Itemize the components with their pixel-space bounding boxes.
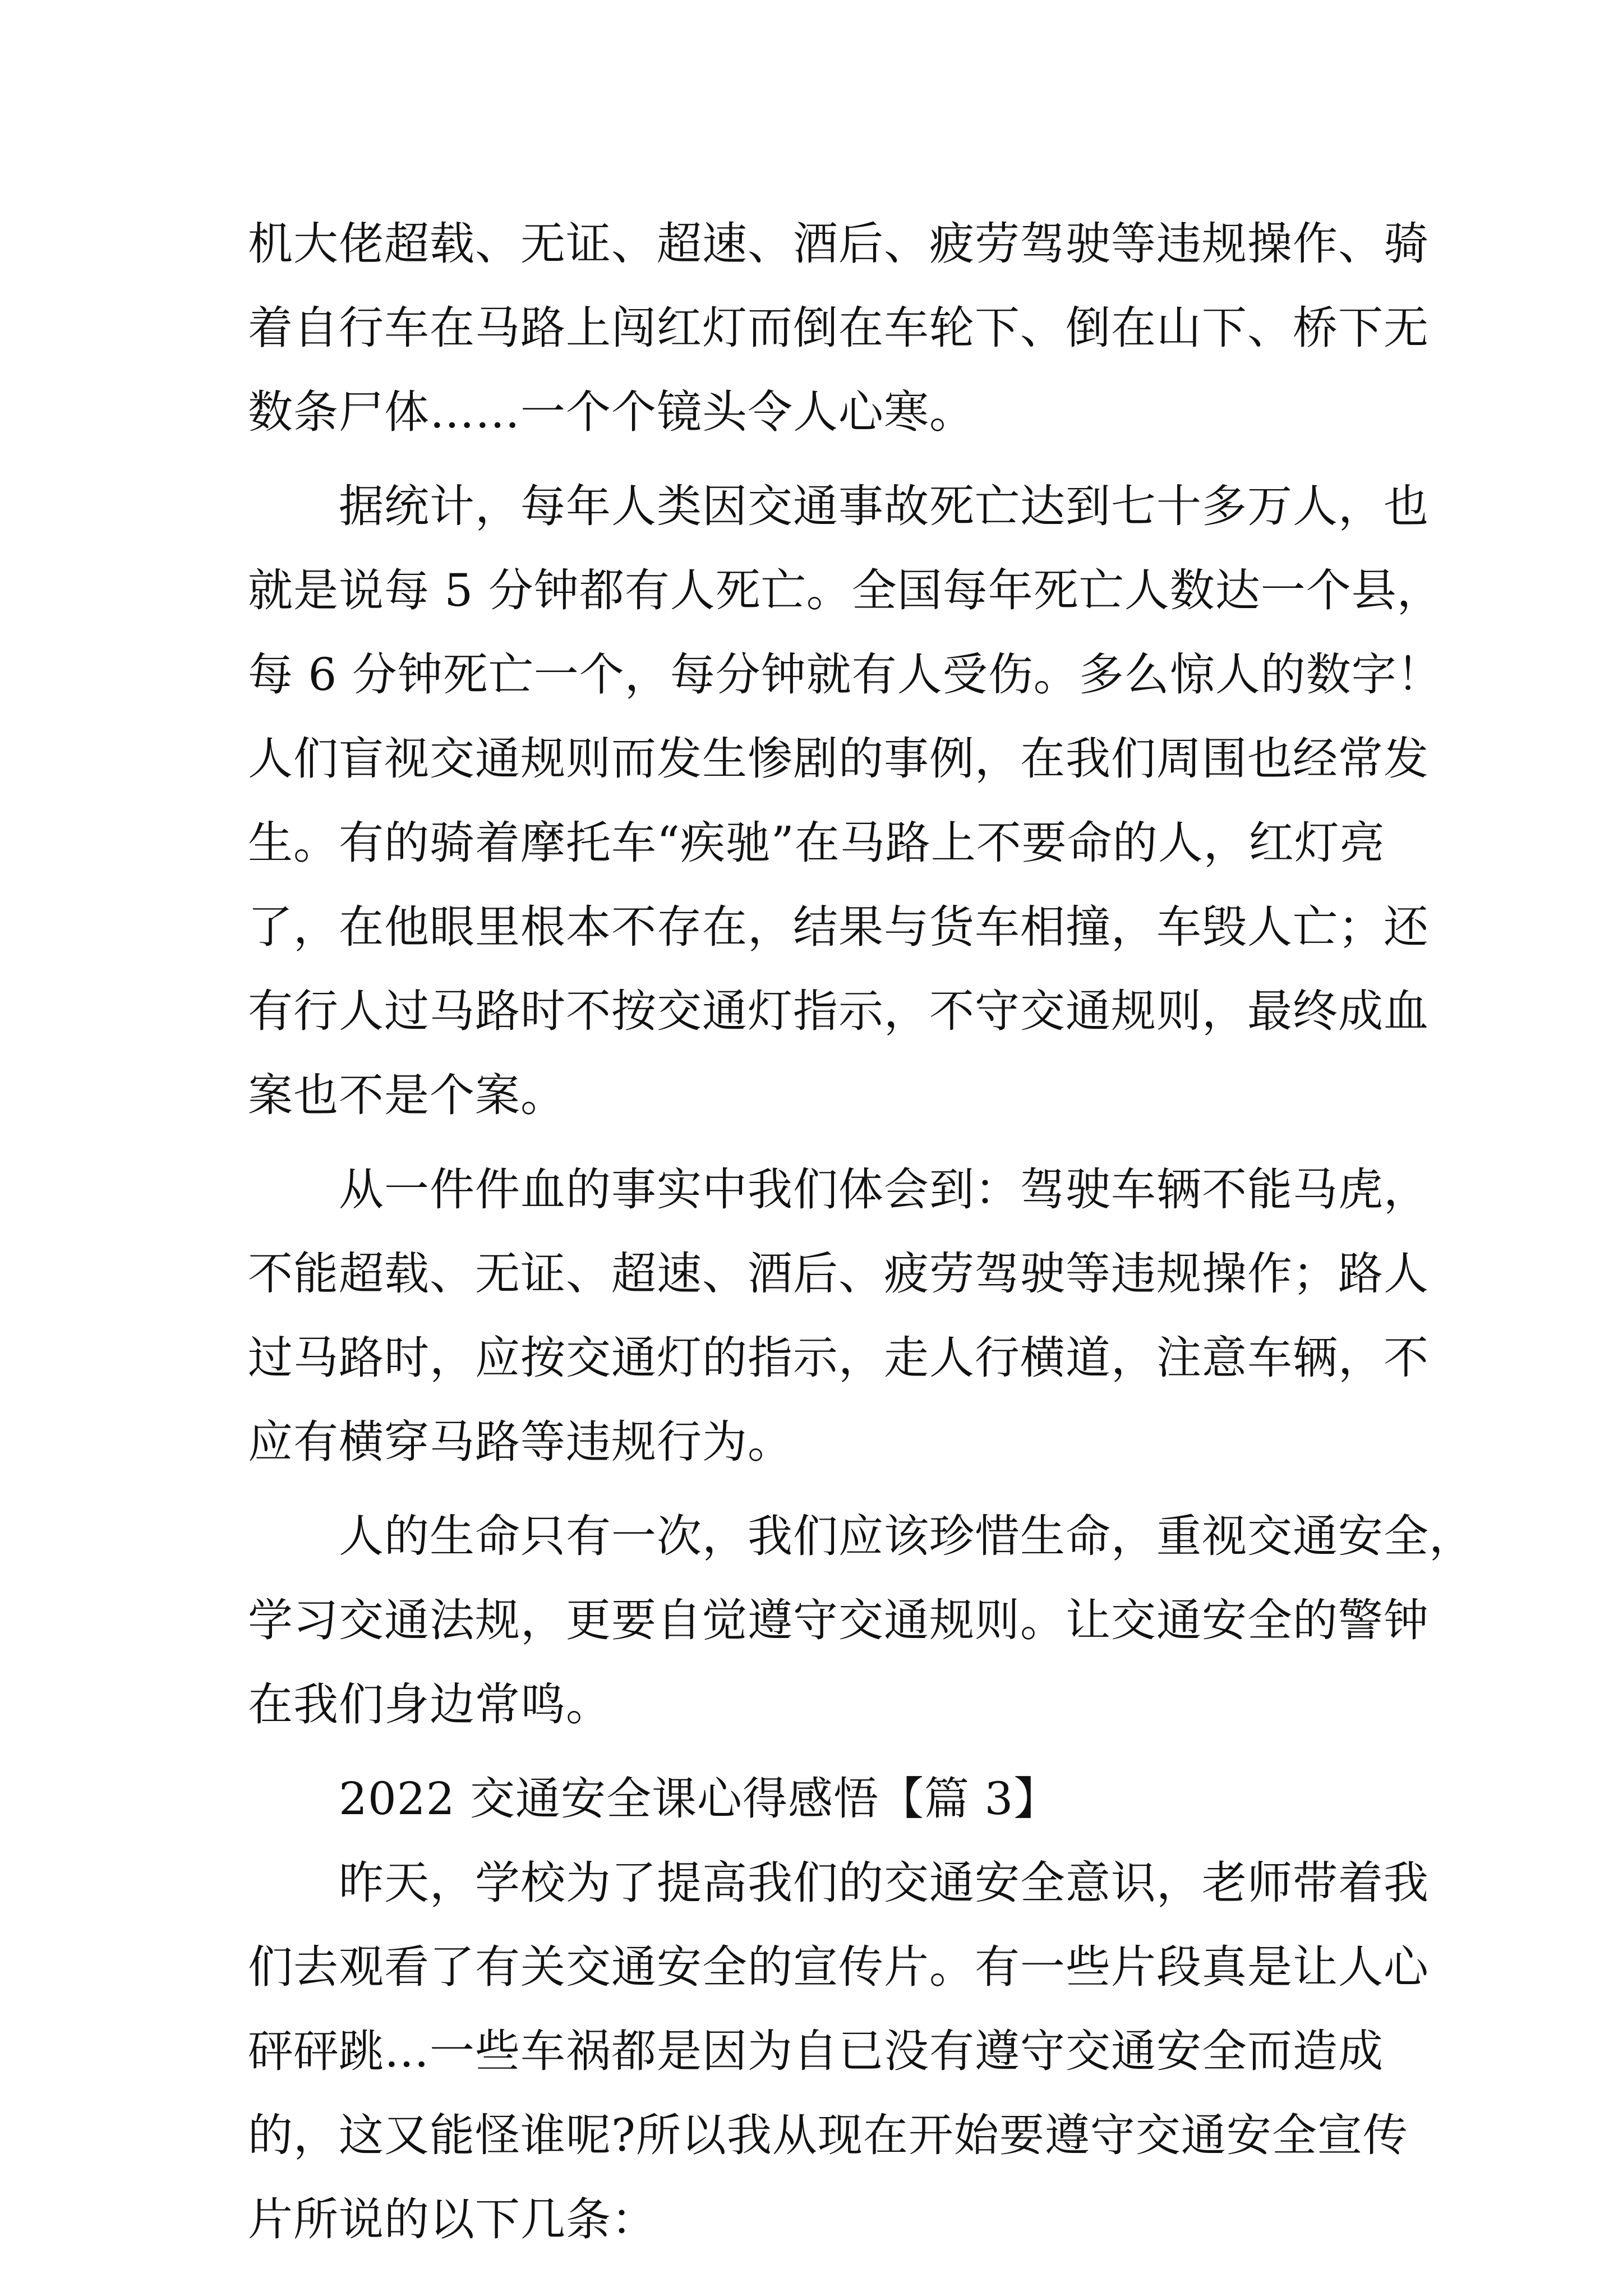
paragraph-gap (248, 454, 1414, 464)
paragraph-gap (248, 1138, 1414, 1148)
text-line: 人们盲视交通规则而发生惨剧的事例，在我们周围也经常发 (248, 733, 1429, 785)
text-line: 案也不是个案。 (248, 1069, 566, 1121)
text-line: 的，这又能怪谁呢?所以我从现在开始要遵守交通安全宣传 (248, 2109, 1408, 2161)
text-line: 生。有的骑着摩托车“疾驰”在马路上不要命的人，红灯亮 (248, 817, 1385, 869)
text-line: 着自行车在马路上闯红灯而倒在车轮下、倒在山下、桥下无 (248, 302, 1429, 354)
section-heading: 2022 交通安全课心得感悟【篇 3】 (248, 1773, 1059, 1825)
body-text (248, 202, 1474, 2262)
text-line: 机大佬超载、无证、超速、酒后、疲劳驾驶等违规操作、骑 (248, 218, 1429, 270)
text-line: 昨天，学校为了提高我们的交通安全意识，老师带着我 (248, 1857, 1429, 1909)
text-line: 每 6 分钟死亡一个，每分钟就有人受伤。多么惊人的数字！ (248, 648, 1442, 701)
text-line: 不能超载、无证、超速、酒后、疲劳驾驶等违规操作；路人 (248, 1248, 1429, 1300)
text-line: 片所说的以下几条： (248, 2193, 657, 2246)
paragraph-gap (248, 1484, 1414, 1494)
text-line: 就是说每 5 分钟都有人死亡。全国每年死亡人数达一个县， (248, 564, 1442, 616)
text-line: 从一件件血的事实中我们体会到：驾驶车辆不能马虎， (248, 1163, 1429, 1216)
text-line: 应有横穿马路等违规行为。 (248, 1416, 793, 1468)
text-line: 数条尸体……一个个镜头令人心寒。 (248, 386, 975, 438)
text-line: 学习交通法规，更要自觉遵守交通规则。让交通安全的警钟 (248, 1594, 1429, 1646)
text-line: 过马路时，应按交通灯的指示，走人行横道，注意车辆，不 (248, 1332, 1429, 1384)
text-line: 们去观看了有关交通安全的宣传片。有一些片段真是让人心 (248, 1941, 1429, 1993)
text-line: 有行人过马路时不按交通灯指示，不守交通规则，最终成血 (248, 985, 1429, 1037)
text-line: 在我们身边常鸣。 (248, 1678, 611, 1731)
text-line: 砰砰跳…一些车祸都是因为自已没有遵守交通安全而造成 (248, 2025, 1384, 2077)
text-line: 人的生命只有一次，我们应该珍惜生命，重视交通安全， (248, 1510, 1474, 1562)
text-line: 了，在他眼里根本不存在，结果与货车相撞，车毁人亡；还 (248, 901, 1429, 953)
text-line: 据统计，每年人类因交通事故死亡达到七十多万人，也 (248, 480, 1429, 532)
paragraph-gap (248, 1747, 1414, 1757)
